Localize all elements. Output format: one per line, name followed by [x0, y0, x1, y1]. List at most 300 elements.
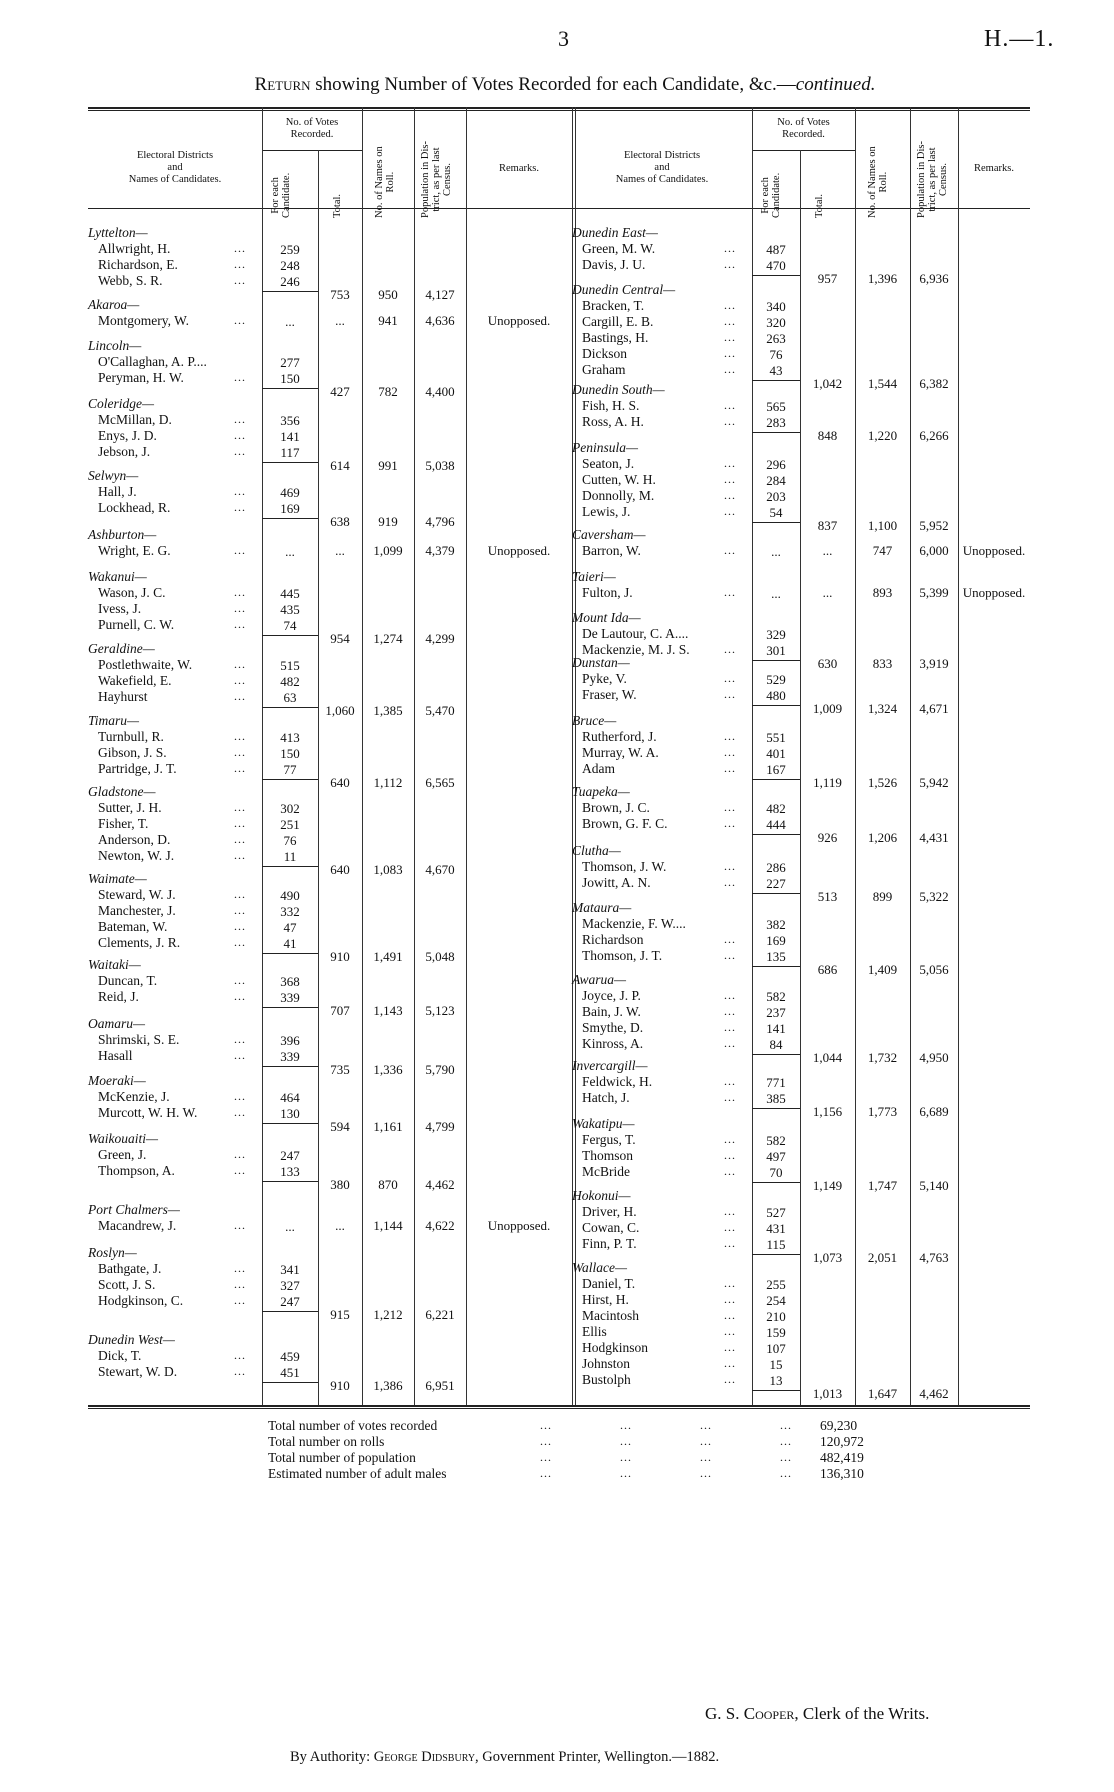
population: 4,622	[425, 1218, 455, 1233]
candidate-name: Bathgate, J.	[98, 1261, 162, 1276]
roll-count: 1,274	[373, 631, 403, 646]
candidate-name: Hirst, H.	[582, 1292, 629, 1307]
header-roll-left-line: No. of Names on	[374, 146, 385, 218]
candidate-votes: 382	[766, 917, 786, 932]
district-name: Timaru—	[88, 713, 140, 728]
header-roll-left	[374, 146, 396, 218]
candidate-name: Barron, W.	[582, 543, 641, 558]
candidate-votes: 133	[280, 1164, 300, 1179]
leader-dots: ...	[724, 1020, 736, 1034]
leader-dots: ...	[620, 1418, 632, 1432]
subtotal-rule	[262, 1181, 318, 1182]
candidate-votes: 459	[280, 1349, 300, 1364]
candidate-votes: 115	[766, 1237, 786, 1252]
total-value: 69,230	[820, 1418, 858, 1433]
roll-count: 950	[378, 287, 398, 302]
candidate-votes: 339	[280, 1049, 300, 1064]
remarks: Unopposed.	[487, 1218, 551, 1233]
leader-dots: ...	[234, 903, 246, 917]
population: 6,000	[919, 543, 949, 558]
header-district-right	[572, 150, 752, 186]
leader-dots: ...	[780, 1450, 792, 1464]
population: 4,636	[425, 313, 455, 328]
district-total: ...	[335, 543, 345, 558]
leader-dots: ...	[780, 1418, 792, 1432]
candidate-votes: 283	[766, 415, 786, 430]
leader-dots: ...	[234, 1218, 246, 1232]
leader-dots: ...	[540, 1450, 552, 1464]
candidate-votes: 167	[766, 762, 786, 777]
leader-dots: ...	[620, 1466, 632, 1480]
candidate-votes: 237	[766, 1005, 786, 1020]
leader-dots: ...	[540, 1434, 552, 1448]
candidate-votes: 413	[280, 730, 300, 745]
candidate-votes: 76	[283, 833, 297, 848]
leader-dots: ...	[234, 241, 246, 255]
votes-group-rule-left	[262, 150, 362, 151]
votes-group-rule-right	[752, 150, 855, 151]
leader-dots: ...	[724, 932, 736, 946]
candidate-name: Mackenzie, M. J. S.	[582, 642, 690, 657]
candidate-votes: ...	[771, 586, 781, 601]
leader-dots: ...	[234, 601, 246, 615]
candidate-name: Driver, H.	[582, 1204, 637, 1219]
candidate-name: Dick, T.	[98, 1348, 142, 1363]
remarks: Unopposed.	[487, 313, 551, 328]
population: 4,799	[425, 1119, 455, 1134]
roll-count: 870	[378, 1177, 398, 1192]
candidate-name: De Lautour, C. A....	[582, 626, 689, 641]
subtotal-rule	[262, 707, 318, 708]
header-roll-left-line: Roll.	[385, 171, 396, 193]
candidate-votes: 356	[280, 413, 300, 428]
header-roll-right-line: No. of Names on	[867, 146, 878, 218]
header-remarks-left: Remarks.	[499, 163, 539, 174]
subtotal-rule	[262, 1123, 318, 1124]
roll-count: 1,491	[373, 949, 403, 964]
district-total: 957	[817, 271, 838, 286]
leader-dots: ...	[234, 919, 246, 933]
total-label: Estimated number of adult males	[268, 1466, 447, 1481]
district-name: Coleridge—	[88, 396, 154, 411]
leader-dots: ...	[620, 1434, 632, 1448]
leader-dots: ...	[724, 1004, 736, 1018]
candidate-votes: 401	[766, 746, 786, 761]
candidate-votes: 76	[769, 347, 783, 362]
candidate-votes: 302	[280, 801, 300, 816]
population: 5,038	[425, 458, 455, 473]
candidate-votes: 47	[283, 920, 297, 935]
title-text: showing Number of Votes Recorded for each Candidate, &c.—	[310, 74, 796, 95]
leader-dots: ...	[234, 689, 246, 703]
district-total: ...	[822, 585, 833, 600]
population: 6,951	[425, 1378, 455, 1393]
district-total: 915	[330, 1307, 350, 1322]
candidate-name: Murray, W. A.	[582, 745, 659, 760]
district-name: Selwyn—	[88, 468, 139, 483]
candidate-name: Johnston	[582, 1356, 631, 1371]
candidate-votes: 150	[280, 746, 300, 761]
district-total: 640	[330, 862, 350, 877]
candidate-name: Enys, J. D.	[98, 428, 157, 443]
district-name: Oamaru—	[88, 1016, 146, 1031]
roll-count: 1,144	[373, 1218, 403, 1233]
candidate-votes: 435	[280, 602, 300, 617]
candidate-name: Hayhurst	[98, 689, 148, 704]
leader-dots: ...	[234, 1277, 246, 1291]
header-votes-line: Recorded.	[782, 129, 825, 140]
roll-count: 991	[378, 458, 398, 473]
district-total: ...	[335, 1218, 345, 1233]
candidate-name: Fraser, W.	[582, 687, 637, 702]
candidate-votes: 259	[280, 242, 300, 257]
leader-dots: ...	[234, 745, 246, 759]
leader-dots: ...	[620, 1450, 632, 1464]
candidate-votes: 130	[280, 1106, 300, 1121]
leader-dots: ...	[234, 832, 246, 846]
candidate-name: Bracken, T.	[582, 298, 645, 313]
candidate-votes: 482	[766, 801, 786, 816]
population: 5,056	[919, 962, 949, 977]
population: 4,796	[425, 514, 455, 529]
candidate-votes: 582	[766, 1133, 786, 1148]
header-votes-right	[752, 117, 855, 141]
signature	[705, 1704, 929, 1724]
subtotal-rule	[262, 1382, 318, 1383]
population: 4,462	[919, 1386, 949, 1401]
leader-dots: ...	[234, 1032, 246, 1046]
population: 4,299	[425, 631, 455, 646]
leader-dots: ...	[724, 1090, 736, 1104]
subtotal-rule	[262, 518, 318, 519]
candidate-name: Mackenzie, F. W....	[582, 916, 686, 931]
candidate-name: Pyke, V.	[582, 671, 627, 686]
roll-count: 1,385	[373, 703, 403, 718]
candidate-name: Finn, P. T.	[582, 1236, 637, 1251]
roll-count: 1,083	[373, 862, 403, 877]
population: 5,790	[425, 1062, 455, 1077]
leader-dots: ...	[234, 657, 246, 671]
subtotal-rule	[752, 1182, 800, 1183]
candidate-name: Macandrew, J.	[98, 1218, 177, 1233]
district-total: 1,149	[812, 1178, 843, 1193]
candidate-votes: 141	[280, 429, 300, 444]
candidate-name: Allwright, H.	[98, 241, 171, 256]
candidate-name: Wakefield, E.	[98, 673, 172, 688]
candidate-name: Thomson	[582, 1148, 634, 1163]
candidate-name: Sutter, J. H.	[98, 800, 162, 815]
district-total: 954	[330, 631, 350, 646]
leader-dots: ...	[234, 989, 246, 1003]
candidate-name: Fergus, T.	[582, 1132, 636, 1147]
candidate-name: Graham	[582, 362, 626, 377]
candidate-name: Bain, J. W.	[582, 1004, 641, 1019]
candidate-name: McKenzie, J.	[98, 1089, 170, 1104]
imprint-prefix: By Authority:	[290, 1749, 374, 1765]
candidate-votes: 464	[280, 1090, 300, 1105]
header-votes-line: Recorded.	[290, 129, 334, 140]
district-total: 614	[330, 458, 350, 473]
candidate-name: Cutten, W. H.	[582, 472, 656, 487]
candidate-name: Bateman, W.	[98, 919, 168, 934]
total-label: Total number of votes recorded	[268, 1418, 438, 1433]
district-name: Akaroa—	[88, 297, 140, 312]
leader-dots: ...	[724, 729, 736, 743]
leader-dots: ...	[724, 1132, 736, 1146]
leader-dots: ...	[234, 1147, 246, 1161]
candidate-name: Wason, J. C.	[98, 585, 166, 600]
candidate-name: Lockhead, R.	[98, 500, 171, 515]
subtotal-rule	[752, 275, 800, 276]
candidate-name: Reid, J.	[98, 989, 139, 1004]
subtotal-rule	[752, 779, 800, 780]
district-total: 686	[817, 962, 838, 977]
candidate-name: Hatch, J.	[582, 1090, 630, 1105]
candidate-votes: 529	[766, 672, 786, 687]
district-total: ...	[822, 543, 833, 558]
subtotal-rule	[752, 834, 800, 835]
candidate-votes: 141	[766, 1021, 786, 1036]
header-pop-right	[916, 141, 949, 218]
leader-dots: ...	[234, 800, 246, 814]
candidate-name: Davis, J. U.	[582, 257, 646, 272]
roll-count: 1,647	[867, 1386, 898, 1401]
candidate-votes: 159	[766, 1325, 786, 1340]
candidate-votes: 227	[766, 876, 786, 891]
subtotal-rule	[262, 779, 318, 780]
subtotal-rule	[752, 705, 800, 706]
leader-dots: ...	[724, 456, 736, 470]
roll-count: 1,773	[867, 1104, 898, 1119]
header-each-left	[270, 173, 292, 218]
header-each-right-line: Candidate.	[771, 172, 782, 218]
candidate-votes: 480	[766, 688, 786, 703]
candidate-votes: 107	[766, 1341, 786, 1356]
population: 6,266	[919, 428, 949, 443]
leader-dots: ...	[234, 729, 246, 743]
remarks: Unopposed.	[962, 543, 1026, 558]
population: 4,127	[425, 287, 455, 302]
roll-count: 747	[872, 543, 893, 558]
candidate-votes: ...	[285, 1219, 295, 1234]
signature-role: , Clerk of the Writs.	[794, 1704, 930, 1723]
leader-dots: ...	[700, 1434, 712, 1448]
candidate-votes: 277	[280, 355, 300, 370]
leader-dots: ...	[724, 859, 736, 873]
candidate-name: Cargill, E. B.	[582, 314, 654, 329]
leader-dots: ...	[234, 673, 246, 687]
roll-count: 1,386	[373, 1378, 403, 1393]
population: 5,399	[919, 585, 949, 600]
leader-dots: ...	[724, 948, 736, 962]
candidate-votes: 251	[280, 817, 300, 832]
district-total: 1,119	[813, 775, 842, 790]
leader-dots: ...	[724, 1036, 736, 1050]
candidate-name: Postlethwaite, W.	[98, 657, 193, 672]
district-name: Gladstone—	[88, 784, 156, 799]
district-name: Waitaki—	[88, 957, 141, 972]
candidate-name: Bastings, H.	[582, 330, 649, 345]
candidate-name: Jowitt, A. N.	[582, 875, 651, 890]
district-total: 638	[330, 514, 350, 529]
leader-dots: ...	[540, 1466, 552, 1480]
subtotal-rule	[262, 291, 318, 292]
district-name: Awarua—	[572, 972, 627, 987]
candidate-votes: 13	[769, 1373, 783, 1388]
roll-count: 1,143	[373, 1003, 403, 1018]
district-name: Dunstan—	[572, 655, 630, 670]
district-name: Wakatipu—	[572, 1116, 635, 1131]
candidate-votes: 339	[280, 990, 300, 1005]
leader-dots: ...	[234, 1293, 246, 1307]
candidate-votes: 246	[280, 274, 300, 289]
candidate-votes: 515	[280, 658, 300, 673]
leader-dots: ...	[234, 585, 246, 599]
district-name: Bruce—	[572, 713, 617, 728]
signature-name: G. S. Cooper	[705, 1704, 795, 1723]
district-name: Dunedin West—	[88, 1332, 175, 1347]
title-prefix: Return	[254, 74, 311, 95]
candidate-votes: 444	[766, 817, 786, 832]
subtotal-rule	[262, 388, 318, 389]
district-total: 640	[330, 775, 350, 790]
candidate-name: Kinross, A.	[582, 1036, 644, 1051]
candidate-votes: ...	[285, 314, 295, 329]
subtotal-rule	[752, 1108, 800, 1109]
imprint-printer: George Didsbury	[373, 1749, 476, 1765]
candidate-votes: 320	[766, 315, 786, 330]
population: 4,763	[919, 1250, 949, 1265]
district-total: 848	[817, 428, 838, 443]
leader-dots: ...	[234, 1348, 246, 1362]
candidate-votes: 203	[766, 489, 786, 504]
header-pop-left-line: Census.	[442, 163, 453, 196]
candidate-name: Peryman, H. W.	[98, 370, 184, 385]
district-total: 1,042	[812, 376, 843, 391]
candidate-name: Thomson, J. W.	[582, 859, 667, 874]
population: 4,400	[425, 384, 455, 399]
district-total: 1,073	[812, 1250, 843, 1265]
district-total: 910	[330, 1378, 350, 1393]
candidate-votes: 385	[766, 1091, 786, 1106]
candidate-votes: 470	[766, 258, 786, 273]
roll-count: 2,051	[867, 1250, 898, 1265]
candidate-name: Green, J.	[98, 1147, 147, 1162]
candidate-name: Hodgkinson	[582, 1340, 649, 1355]
candidate-name: Steward, W. J.	[98, 887, 176, 902]
leader-dots: ...	[234, 816, 246, 830]
roll-count: 1,220	[867, 428, 898, 443]
leader-dots: ...	[234, 848, 246, 862]
col-rule-left-c5	[466, 107, 467, 1405]
district-name: Dunedin Central—	[572, 282, 676, 297]
candidate-votes: 210	[766, 1309, 786, 1324]
center-rule	[572, 107, 573, 1405]
candidate-votes: 77	[283, 762, 297, 777]
page-code: H.—1.	[984, 26, 1055, 52]
roll-count: 1,544	[867, 376, 898, 391]
candidate-name: Fish, H. S.	[582, 398, 640, 413]
population: 4,379	[425, 543, 455, 558]
district-total: 1,060	[325, 703, 355, 718]
candidate-name: Webb, S. R.	[98, 273, 163, 288]
leader-dots: ...	[700, 1450, 712, 1464]
roll-count: 1,526	[867, 775, 898, 790]
header-district-line: Electoral Districts	[136, 150, 214, 161]
subtotal-rule	[262, 1007, 318, 1008]
subtotal-rule	[752, 380, 800, 381]
candidate-votes: 341	[280, 1262, 300, 1277]
population: 4,671	[919, 701, 949, 716]
leader-dots: ...	[700, 1466, 712, 1480]
district-name: Roslyn—	[88, 1245, 137, 1260]
candidate-votes: 43	[769, 363, 783, 378]
imprint-suffix: , Government Printer, Wellington.—1882.	[475, 1749, 720, 1765]
candidate-name: Gibson, J. S.	[98, 745, 167, 760]
population: 4,462	[425, 1177, 455, 1192]
roll-count: 782	[378, 384, 398, 399]
roll-count: 1,747	[867, 1178, 898, 1193]
district-name: Dunedin South—	[572, 382, 665, 397]
remarks: Unopposed.	[487, 543, 551, 558]
leader-dots: ...	[724, 362, 736, 376]
candidate-votes: 396	[280, 1033, 300, 1048]
roll-count: 1,336	[373, 1062, 403, 1077]
candidate-votes: 135	[766, 949, 786, 964]
roll-count: 1,100	[867, 518, 898, 533]
roll-count: 919	[378, 514, 398, 529]
title-continued: continued.	[795, 74, 876, 95]
roll-count: 941	[378, 313, 398, 328]
leader-dots: ...	[780, 1434, 792, 1448]
candidate-votes: 482	[280, 674, 300, 689]
district-total: 380	[330, 1177, 350, 1192]
roll-count: 899	[872, 889, 893, 904]
leader-dots: ...	[234, 500, 246, 514]
district-name: Wallace—	[572, 1260, 627, 1275]
leader-dots: ...	[234, 1105, 246, 1119]
leader-dots: ...	[724, 330, 736, 344]
leader-dots: ...	[724, 1164, 736, 1178]
header-total-right	[814, 194, 825, 218]
total-value: 120,972	[820, 1434, 864, 1449]
subtotal-rule	[262, 1066, 318, 1067]
candidate-name: Hasall	[98, 1048, 133, 1063]
col-rule-right-c3	[855, 107, 856, 1405]
header-votes-line: No. of Votes	[285, 117, 339, 128]
candidate-name: Ellis	[582, 1324, 607, 1339]
leader-dots: ...	[724, 504, 736, 518]
leader-dots: ...	[234, 543, 246, 557]
candidate-name: McBride	[582, 1164, 630, 1179]
district-name: Waikouaiti—	[88, 1131, 159, 1146]
page-number: 3	[558, 26, 569, 51]
candidate-votes: 286	[766, 860, 786, 875]
district-name: Waimate—	[88, 871, 147, 886]
candidate-votes: 497	[766, 1149, 786, 1164]
header-district-line: Names of Candidates.	[615, 174, 709, 185]
header-total-left-line: Total.	[332, 193, 343, 218]
leader-dots: ...	[724, 398, 736, 412]
candidate-name: Jebson, J.	[98, 444, 151, 459]
candidate-votes: 63	[283, 690, 297, 705]
candidate-name: Bustolph	[582, 1372, 631, 1387]
district-name: Dunedin East—	[572, 225, 658, 240]
candidate-name: Joyce, J. P.	[582, 988, 641, 1003]
roll-count: 1,112	[373, 775, 403, 790]
candidate-votes: 117	[280, 445, 300, 460]
population: 5,140	[919, 1178, 949, 1193]
